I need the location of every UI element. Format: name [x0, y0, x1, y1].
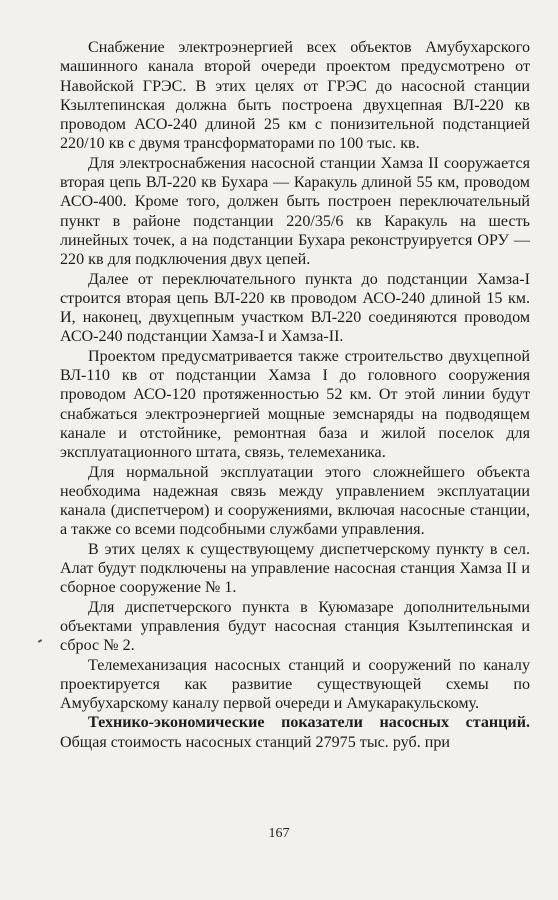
- paragraph-vl-110: Проектом предусматривается также строительство двухцепной ВЛ-110 кв от подстанции Хамза I до головного сооружения проводом АСО-120 протяженностью 52 км. От этой линии будут снабжаться электроэнергией мощные земснаряды на подводящем канале и отстойнике, ремонтная база и жилой поселок для эксплуатационного штата, связь, телемеханика.: [60, 347, 530, 462]
- paragraph-communication: Для нормальной эксплуатации этого сложнейшего объекта необходима надежная связь между управлением эксплуатации канала (диспетчером) и сооружениями, включая насосные станции, а также со всеми подсобными службами управления.: [60, 463, 530, 539]
- paragraph-economic-indicators: [60, 713, 530, 752]
- margin-mark: [38, 639, 42, 643]
- page-number: 167: [268, 826, 290, 841]
- paragraph-power-supply: Снабжение электроэнергией всех объектов Амубухарского машинного канала второй очереди проектом предусмотрено от Навойской ГРЭС. В этих целях от ГРЭС до насосной станции Кзылтепинская должна быть построена двухцепная ВЛ-220 кв проводом АСО-240 длиной 25 км с понизительной подстанцией 220/10 кв с двумя трансформаторами по 100 тыс. кв.: [60, 39, 530, 153]
- paragraph-switching-point: Далее от переключательного пункта до подстанции Хамза-I строится вторая цепь ВЛ-220 кв проводом АСО-240 длиной 15 км. И, наконец, двухцепным участком ВЛ-220 соединяются проводом АСО-240 подстанции Хамза-I и Хамза-II.: [60, 270, 530, 346]
- section-text: Общая стоимость насосных станций 27975 тыс. руб. при: [60, 733, 451, 751]
- paragraph-kuyumazar-dispatch: Для диспетчерского пункта в Куюмазаре дополнительными объектами управления будут насосная станция Кзылтепинская и сброс № 2.: [60, 598, 530, 655]
- paragraph-telemechanics: Телемеханизация насосных станций и сооружений по каналу проектируется как развитие существующей схемы по Амубухарскому каналу первой очереди и Амукаракульскому.: [60, 656, 530, 713]
- section-heading: Технико-экономические показатели насосных станций.: [88, 714, 530, 732]
- body-text: [60, 38, 530, 752]
- paragraph-hamza-ii: Для электроснабжения насосной станции Хамза II сооружается вторая цепь ВЛ-220 кв Бухара — Каракуль длиной 55 км, проводом АСО-400. Кроме того, должен быть построен переключательный пункт в районе подстанции 220/35/6 кв Каракуль на шесть линейных точек, а на подстанции Бухара реконструируется ОРУ — 220 кв для подключения двух цепей.: [60, 154, 530, 269]
- paragraph-alat-dispatch: В этих целях к существующему диспетчерскому пункту в сел. Алат будут подключены на управление насосная станция Хамза II и сборное сооружение № 1.: [60, 540, 530, 597]
